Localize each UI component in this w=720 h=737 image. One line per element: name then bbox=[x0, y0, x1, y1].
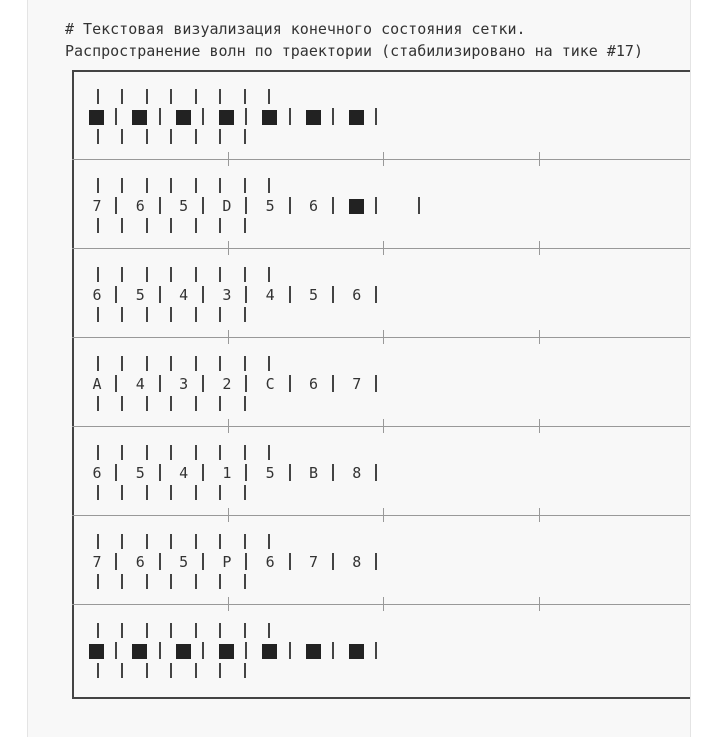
grid-divider bbox=[115, 464, 117, 481]
grid-divider bbox=[115, 197, 117, 214]
grid-divider bbox=[202, 642, 204, 659]
grid-divider bbox=[115, 642, 117, 659]
grid-cell: 4 bbox=[179, 286, 189, 304]
grid-divider-tick bbox=[195, 89, 197, 104]
grid-divider-tick bbox=[146, 356, 148, 371]
grid-divider-tick bbox=[244, 485, 246, 500]
grid-divider-tick bbox=[219, 307, 221, 322]
grid-divider-tick bbox=[268, 178, 270, 193]
grid-divider bbox=[202, 464, 204, 481]
wall-block bbox=[306, 110, 321, 125]
grid-divider-tick bbox=[146, 663, 148, 678]
grid-divider-tick bbox=[97, 485, 99, 500]
grid-divider-tick bbox=[268, 534, 270, 549]
grid-cell: 6 bbox=[308, 197, 319, 215]
grid-divider bbox=[159, 286, 161, 303]
grid-divider-tick bbox=[146, 445, 148, 460]
grid-divider bbox=[245, 286, 247, 303]
grid-divider-tick bbox=[97, 267, 99, 282]
grid-divider-tick bbox=[170, 623, 172, 638]
grid-divider bbox=[289, 553, 291, 570]
grid-divider-tick bbox=[195, 267, 197, 282]
grid-divider-tick bbox=[146, 485, 148, 500]
grid-cell: 6 bbox=[92, 286, 102, 304]
grid-divider bbox=[332, 286, 334, 303]
grid-divider-tick bbox=[219, 574, 221, 589]
grid-divider-tick bbox=[121, 574, 123, 589]
grid-divider bbox=[375, 464, 377, 481]
grid-row bbox=[72, 604, 691, 693]
grid-divider-tick bbox=[170, 307, 172, 322]
grid-cell: D bbox=[222, 197, 232, 215]
grid-divider-tick bbox=[195, 129, 197, 144]
grid-divider-tick bbox=[146, 89, 148, 104]
grid-divider-tick bbox=[121, 396, 123, 411]
grid-divider-tick bbox=[97, 445, 99, 460]
grid-divider-tick bbox=[97, 218, 99, 233]
code-subtitle-line: Распространение волн по траектории (стабилизировано на тике #17) bbox=[65, 42, 643, 61]
grid-divider bbox=[375, 286, 377, 303]
grid-cell: 4 bbox=[179, 464, 189, 482]
grid-divider-tick bbox=[219, 534, 221, 549]
grid-divider-tick bbox=[268, 623, 270, 638]
grid-row bbox=[72, 159, 691, 248]
grid-cell: 6 bbox=[352, 286, 362, 304]
grid-divider-tick bbox=[268, 445, 270, 460]
grid-cell: C bbox=[265, 375, 275, 393]
grid-divider bbox=[202, 553, 204, 570]
grid-divider-tick bbox=[170, 574, 172, 589]
grid-cell: 4 bbox=[135, 375, 145, 393]
grid-divider-tick bbox=[244, 178, 246, 193]
text-grid bbox=[72, 70, 691, 699]
grid-row bbox=[72, 248, 691, 337]
grid-divider bbox=[332, 375, 334, 392]
grid-cell: 8 bbox=[352, 464, 362, 482]
grid-divider-tick bbox=[244, 218, 246, 233]
grid-cell: 5 bbox=[265, 464, 275, 482]
grid-divider-tick bbox=[146, 396, 148, 411]
grid-cell: 7 bbox=[92, 553, 102, 571]
grid-divider-tick bbox=[195, 663, 197, 678]
grid-divider-tick bbox=[121, 356, 123, 371]
grid-divider-tick bbox=[170, 445, 172, 460]
grid-divider bbox=[375, 108, 377, 125]
grid-divider-tick bbox=[146, 623, 148, 638]
grid-divider-tick bbox=[170, 267, 172, 282]
grid-divider-tick bbox=[170, 485, 172, 500]
grid-divider bbox=[115, 553, 117, 570]
grid-divider bbox=[202, 197, 204, 214]
grid-divider bbox=[332, 642, 334, 659]
grid-divider bbox=[332, 464, 334, 481]
grid-divider bbox=[202, 108, 204, 125]
grid-divider-tick bbox=[219, 445, 221, 460]
grid-divider-tick bbox=[195, 574, 197, 589]
grid-cell: 7 bbox=[92, 197, 102, 215]
grid-divider bbox=[115, 108, 117, 125]
grid-cell: 6 bbox=[135, 197, 145, 215]
grid-cell: 5 bbox=[179, 553, 189, 571]
grid-divider bbox=[375, 642, 377, 659]
grid-divider-tick bbox=[244, 307, 246, 322]
grid-cell: 5 bbox=[135, 286, 145, 304]
grid-divider bbox=[202, 375, 204, 392]
grid-cell: 3 bbox=[222, 286, 232, 304]
grid-cell: A bbox=[92, 375, 102, 393]
grid-divider-tick bbox=[121, 307, 123, 322]
grid-divider-tick bbox=[146, 218, 148, 233]
grid-divider-tick bbox=[121, 623, 123, 638]
grid-divider bbox=[245, 108, 247, 125]
grid-divider-tick bbox=[219, 267, 221, 282]
grid-cell: 5 bbox=[135, 464, 145, 482]
grid-cell: 8 bbox=[352, 553, 362, 571]
grid-row bbox=[72, 337, 691, 426]
grid-cell: 5 bbox=[179, 197, 189, 215]
grid-divider-tick bbox=[121, 534, 123, 549]
grid-divider-tick bbox=[121, 485, 123, 500]
grid-divider-tick bbox=[170, 218, 172, 233]
grid-divider-tick bbox=[268, 356, 270, 371]
grid-divider bbox=[115, 286, 117, 303]
grid-cell: 6 bbox=[308, 375, 319, 393]
grid-divider-tick bbox=[219, 663, 221, 678]
grid-cell: 5 bbox=[308, 286, 319, 304]
grid-divider bbox=[375, 197, 377, 214]
grid-cell: 6 bbox=[92, 464, 102, 482]
grid-divider bbox=[245, 553, 247, 570]
grid-divider-tick bbox=[195, 396, 197, 411]
grid-divider-tick bbox=[244, 623, 246, 638]
grid-divider-tick bbox=[97, 178, 99, 193]
grid-divider-tick bbox=[146, 178, 148, 193]
grid-divider-tick bbox=[121, 129, 123, 144]
grid-divider-tick bbox=[219, 89, 221, 104]
grid-divider-tick bbox=[170, 356, 172, 371]
wall-block bbox=[176, 644, 191, 659]
grid-divider-tick bbox=[170, 178, 172, 193]
grid-row bbox=[72, 515, 691, 604]
grid-cell: 6 bbox=[135, 553, 145, 571]
grid-divider-tick bbox=[244, 445, 246, 460]
grid-divider bbox=[245, 642, 247, 659]
grid-divider bbox=[245, 375, 247, 392]
grid-cell: 4 bbox=[265, 286, 275, 304]
grid-divider bbox=[245, 464, 247, 481]
grid-divider-tick bbox=[170, 534, 172, 549]
grid-divider-tick bbox=[146, 574, 148, 589]
wall-block bbox=[132, 644, 147, 659]
grid-divider-tick bbox=[170, 89, 172, 104]
grid-divider-tick bbox=[121, 663, 123, 678]
grid-divider-tick bbox=[219, 129, 221, 144]
grid-divider bbox=[245, 197, 247, 214]
grid-divider-tick bbox=[195, 356, 197, 371]
grid-divider-tick bbox=[97, 574, 99, 589]
grid-divider-tick bbox=[97, 89, 99, 104]
grid-divider bbox=[332, 553, 334, 570]
grid-divider-tick bbox=[195, 534, 197, 549]
grid-cell: 1 bbox=[222, 464, 232, 482]
grid-divider-tick bbox=[97, 396, 99, 411]
grid-cell: B bbox=[308, 464, 319, 482]
wall-block bbox=[349, 199, 364, 214]
grid-frame-bottom bbox=[72, 697, 691, 699]
grid-divider bbox=[159, 464, 161, 481]
grid-divider bbox=[289, 286, 291, 303]
grid-divider-tick bbox=[195, 445, 197, 460]
grid-divider-tick bbox=[170, 663, 172, 678]
wall-block bbox=[262, 644, 277, 659]
wall-block bbox=[89, 110, 104, 125]
grid-divider-tick bbox=[121, 445, 123, 460]
grid-divider bbox=[289, 197, 291, 214]
grid-divider bbox=[332, 108, 334, 125]
grid-cell: 7 bbox=[308, 553, 319, 571]
grid-divider-tick bbox=[244, 129, 246, 144]
grid-divider-tick bbox=[195, 178, 197, 193]
grid-divider-tick bbox=[244, 574, 246, 589]
grid-divider-tick bbox=[146, 307, 148, 322]
grid-divider-tick bbox=[170, 396, 172, 411]
grid-divider-tick bbox=[97, 534, 99, 549]
grid-divider-tick bbox=[195, 307, 197, 322]
grid-divider-tick bbox=[244, 663, 246, 678]
code-output-panel bbox=[27, 0, 691, 737]
grid-divider-tick bbox=[97, 663, 99, 678]
grid-divider-tick bbox=[146, 534, 148, 549]
grid-divider bbox=[159, 375, 161, 392]
grid-row bbox=[72, 426, 691, 515]
grid-divider-tick bbox=[97, 623, 99, 638]
grid-divider bbox=[115, 375, 117, 392]
wall-block bbox=[132, 110, 147, 125]
grid-divider-tick bbox=[244, 396, 246, 411]
grid-divider bbox=[418, 197, 420, 214]
grid-divider bbox=[289, 464, 291, 481]
wall-block bbox=[349, 644, 364, 659]
grid-divider-tick bbox=[244, 89, 246, 104]
wall-block bbox=[306, 644, 321, 659]
grid-divider bbox=[159, 197, 161, 214]
wall-block bbox=[219, 644, 234, 659]
grid-divider-tick bbox=[97, 307, 99, 322]
code-comment-line: # Текстовая визуализация конечного состояния сетки. bbox=[65, 20, 526, 38]
wall-block bbox=[349, 110, 364, 125]
grid-cell: 6 bbox=[265, 553, 275, 571]
grid-divider bbox=[202, 286, 204, 303]
grid-divider-tick bbox=[219, 356, 221, 371]
grid-cell: 5 bbox=[265, 197, 275, 215]
grid-divider-tick bbox=[121, 89, 123, 104]
grid-divider-tick bbox=[268, 89, 270, 104]
wall-block bbox=[176, 110, 191, 125]
grid-divider-tick bbox=[195, 218, 197, 233]
grid-divider-tick bbox=[219, 178, 221, 193]
grid-divider-tick bbox=[244, 267, 246, 282]
grid-divider-tick bbox=[146, 129, 148, 144]
grid-cell: 2 bbox=[222, 375, 232, 393]
grid-cell: 3 bbox=[179, 375, 189, 393]
code-header bbox=[65, 18, 643, 63]
grid-divider-tick bbox=[219, 396, 221, 411]
wall-block bbox=[262, 110, 277, 125]
grid-divider-tick bbox=[170, 129, 172, 144]
wall-block bbox=[219, 110, 234, 125]
grid-divider bbox=[289, 108, 291, 125]
grid-divider-tick bbox=[121, 267, 123, 282]
grid-divider-tick bbox=[121, 178, 123, 193]
grid-divider bbox=[332, 197, 334, 214]
grid-divider-tick bbox=[219, 623, 221, 638]
grid-divider bbox=[159, 553, 161, 570]
grid-divider-tick bbox=[121, 218, 123, 233]
grid-divider bbox=[159, 642, 161, 659]
wall-block bbox=[89, 644, 104, 659]
grid-divider-tick bbox=[146, 267, 148, 282]
grid-divider-tick bbox=[195, 485, 197, 500]
grid-cell: P bbox=[222, 553, 232, 571]
grid-divider bbox=[289, 642, 291, 659]
grid-divider-tick bbox=[97, 129, 99, 144]
grid-divider bbox=[375, 375, 377, 392]
grid-divider-tick bbox=[195, 623, 197, 638]
grid-divider-tick bbox=[268, 267, 270, 282]
grid-divider bbox=[159, 108, 161, 125]
grid-divider bbox=[375, 553, 377, 570]
grid-divider-tick bbox=[244, 534, 246, 549]
grid-row bbox=[72, 70, 691, 159]
grid-cell: 7 bbox=[352, 375, 362, 393]
grid-divider-tick bbox=[97, 356, 99, 371]
grid-divider-tick bbox=[219, 485, 221, 500]
grid-divider-tick bbox=[219, 218, 221, 233]
grid-divider bbox=[289, 375, 291, 392]
grid-divider-tick bbox=[244, 356, 246, 371]
